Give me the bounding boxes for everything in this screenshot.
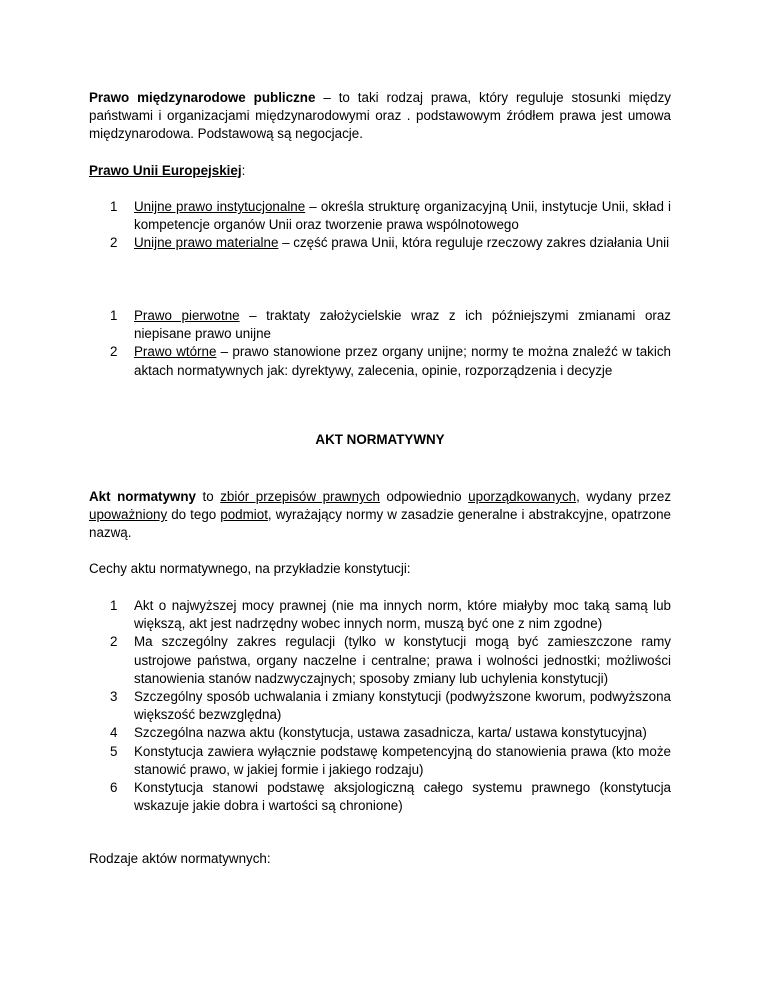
list-item-number: 3: [110, 689, 118, 705]
list-item-number: 4: [110, 725, 118, 741]
features-intro: Cechy aktu normatywnego, na przykładzie konstytucji:: [89, 561, 411, 576]
list-item-number: 6: [110, 780, 118, 796]
list-item-text: Konstytucja zawiera wyłącznie podstawę kompetencyjną do stanowienia prawa (kto może stanowić prawo, w jakiej formie i jakiego rodzaju): [134, 743, 671, 777]
intro-text: – to taki rodzaj prawa, który reguluje stosunki między państwami i organizacjami międzynarodowymi oraz . podstawowym źródłem prawa jest umowa międzynarodowa. Podstawową są negocjacje.: [89, 90, 671, 142]
list-item: 1 Prawo pierwotne – traktaty założycielskie wraz z ich późniejszymi zmianami oraz niepisane prawo unijne: [110, 308, 671, 342]
list-item: [110, 779, 671, 815]
list-item-text: Akt o najwyższej mocy prawnej (nie ma innych norm, które miałyby moc taką samą lub większą, akt jest nadrzędny wobec innych norm, muszą być one z nim zgodne): [134, 598, 671, 632]
intro-paragraph: [89, 89, 671, 144]
list-item-number: 1: [110, 199, 118, 214]
section-title: AKT NORMATYWNY: [315, 432, 445, 447]
list-item-text: Konstytucja stanowi podstawę aksjologiczną całego systemu prawnego (konstytucja wskazuje jakie dobra i wartości są chronione): [134, 780, 671, 814]
definition-paragraph: Akt normatywny to zbiór przepisów prawnych odpowiednio uporządkowanych, wydany przez upoważniony do tego podmiot, wyrażający normy w zasadzie generalne i abstrakcyjne, opatrzone nazwą.: [89, 489, 672, 541]
features-list: [110, 597, 671, 815]
list-item-number: 1: [110, 308, 118, 323]
list-item-term: Unijne prawo instytucjonalne: [134, 199, 306, 214]
list-item-text: Ma szczególny zakres regulacji (tylko w konstytucji mogą być zamieszczone ramy ustrojowe państwa, organy naczelne i centralne; prawa i wolności jednostki; możliwości stanowienia stanów nadzwyczajnych; sposoby zmiany lub uchylenia konstytucji): [134, 634, 671, 686]
eu-law-types-list: [110, 198, 671, 253]
list-item-term: Unijne prawo materialne: [134, 235, 279, 251]
list-item-number: 2: [110, 344, 118, 360]
list-item: 1 Unijne prawo instytucjonalne – określa strukturę organizacyjną Unii, instytucje Unii, skład i kompetencje organów Unii oraz tworzenie prawa wspólnotowego: [110, 199, 671, 233]
list-item: 2 Prawo wtórne – prawo stanowione przez organy unijne; normy te można znaleźć w takich aktach normatywnych jak: dyrektywy, zalecenia, opinie, rozporządzenia i decyzje: [110, 344, 671, 378]
list-item-number: 5: [110, 743, 118, 759]
list-item-text: Szczególna nazwa aktu (konstytucja, ustawa zasadnicza, karta/ ustawa konstytucyjna): [134, 725, 647, 741]
list-item: [110, 724, 671, 742]
list-item-number: 1: [110, 598, 118, 613]
eu-law-sources-list: [110, 307, 671, 380]
types-intro: Rodzaje aktów normatywnych:: [89, 851, 271, 866]
list-item: [110, 633, 671, 688]
definition-term: Akt normatywny: [89, 489, 196, 504]
list-item-term: Prawo pierwotne: [134, 308, 240, 323]
list-item-text: Szczególny sposób uchwalania i zmiany konstytucji (podwyższone kworum, podwyższona większość bezwzględna): [134, 689, 671, 723]
eu-law-heading-label: Prawo Unii Europejskiej: [89, 163, 242, 178]
link-uporzadkowanych[interactable]: uporządkowanych: [468, 489, 577, 504]
list-item: [110, 688, 671, 724]
list-item: [110, 743, 671, 779]
link-zbior-przepisow[interactable]: zbiór przepisów prawnych: [220, 489, 380, 504]
list-item: [110, 597, 671, 633]
list-item-number: 2: [110, 235, 118, 251]
link-upowazniony[interactable]: upoważniony: [89, 507, 168, 523]
list-item-number: 2: [110, 634, 118, 650]
list-item: 2 Unijne prawo materialne – część prawa Unii, która reguluje rzeczowy zakres działania Unii: [110, 234, 671, 252]
list-item-term: Prawo wtórne: [134, 344, 217, 360]
link-podmiot[interactable]: podmiot: [220, 507, 268, 523]
eu-law-heading: Prawo Unii Europejskiej:: [89, 163, 246, 178]
intro-term: Prawo międzynarodowe publiczne: [89, 90, 316, 105]
